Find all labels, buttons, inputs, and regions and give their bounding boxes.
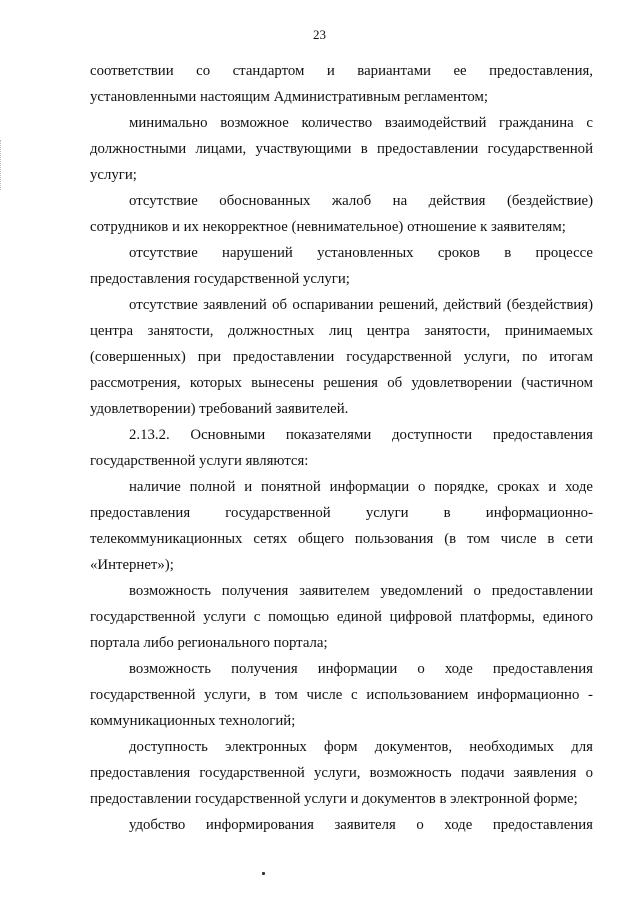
text-line: установленными настоящим Административным регламентом; xyxy=(90,89,488,105)
paragraph xyxy=(90,812,593,838)
paragraph xyxy=(90,240,593,292)
text-line: возможность получения информации о ходе предоставления xyxy=(129,661,593,677)
text-line: рассмотрения, которых вынесены решения об удовлетворении (частичном xyxy=(90,375,593,391)
paragraph xyxy=(90,474,593,578)
text-line: 2.13.2. Основными показателями доступности предоставления xyxy=(129,427,593,443)
document-body xyxy=(90,58,593,838)
scan-edge-marks xyxy=(0,140,3,190)
text-line: отсутствие заявлений об оспаривании решений, действий (бездействия) xyxy=(129,297,593,313)
text-line: соответствии со стандартом и вариантами ее предоставления, xyxy=(90,63,593,79)
text-line: государственной услуги с помощью единой цифровой платформы, единого xyxy=(90,609,593,625)
text-line: «Интернет»); xyxy=(90,557,174,573)
text-line: минимально возможное количество взаимодействий гражданина с xyxy=(129,115,593,131)
text-line: (совершенных) при предоставлении государственной услуги, по итогам xyxy=(90,349,593,365)
scan-speck xyxy=(262,872,265,875)
paragraph xyxy=(90,656,593,734)
paragraph xyxy=(90,58,593,110)
text-line: наличие полной и понятной информации о порядке, сроках и ходе xyxy=(129,479,593,495)
text-line: центра занятости, должностных лиц центра занятости, принимаемых xyxy=(90,323,593,339)
paragraph xyxy=(90,110,593,188)
paragraph xyxy=(90,292,593,422)
text-line: возможность получения заявителем уведомлений о предоставлении xyxy=(129,583,593,599)
paragraph xyxy=(90,578,593,656)
text-line: удобство информирования заявителя о ходе предоставления xyxy=(129,817,593,833)
page-number: 23 xyxy=(313,27,326,42)
text-line: предоставления государственной услуги; xyxy=(90,271,350,287)
text-line: предоставления государственной услуги, возможность подачи заявления о xyxy=(90,765,593,781)
paragraph xyxy=(90,422,593,474)
text-line: государственной услуги, в том числе с использованием информационно - xyxy=(90,687,593,703)
text-line: портала либо регионального портала; xyxy=(90,635,328,651)
paragraph xyxy=(90,188,593,240)
text-line: телекоммуникационных сетях общего пользования (в том числе в сети xyxy=(90,531,593,547)
text-line: предоставления государственной услуги в информационно- xyxy=(90,505,593,521)
text-line: отсутствие нарушений установленных сроков в процессе xyxy=(129,245,593,261)
text-line: услуги; xyxy=(90,167,137,183)
text-line: предоставлении государственной услуги и документов в электронной форме; xyxy=(90,791,578,807)
text-line: должностными лицами, участвующими в предоставлении государственной xyxy=(90,141,593,157)
text-line: удовлетворении) требований заявителей. xyxy=(90,401,349,417)
text-line: коммуникационных технологий; xyxy=(90,713,296,729)
text-line: государственной услуги являются: xyxy=(90,453,309,469)
text-line: отсутствие обоснованных жалоб на действия (бездействие) xyxy=(129,193,593,209)
text-line: сотрудников и их некорректное (невнимательное) отношение к заявителям; xyxy=(90,219,566,235)
text-line: доступность электронных форм документов, необходимых для xyxy=(129,739,593,755)
paragraph xyxy=(90,734,593,812)
